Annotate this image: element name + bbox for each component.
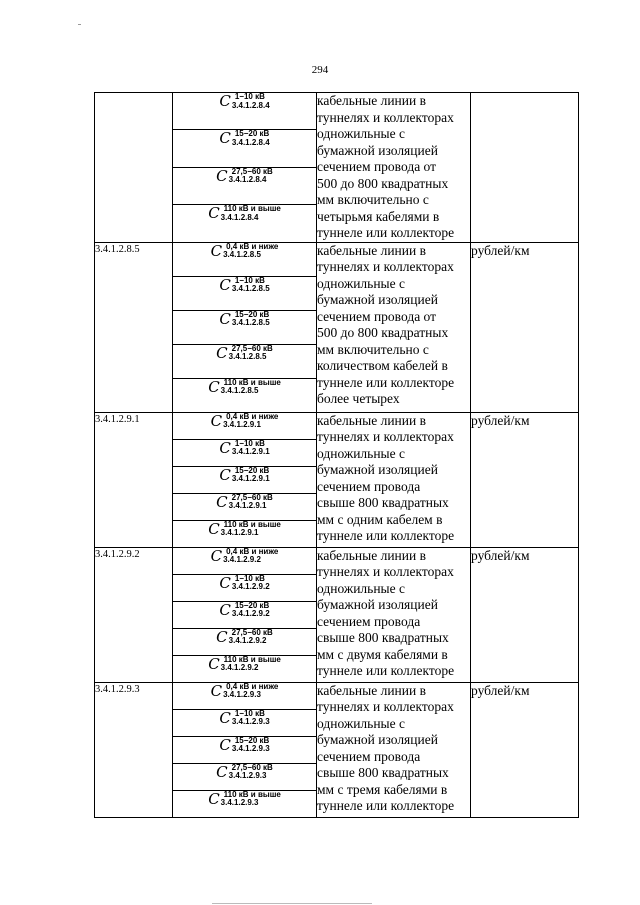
rate-symbol-cell [173,167,317,204]
rate-symbol-base: C [219,708,231,727]
description-line: одножильные с [317,126,405,141]
item-code-subscript: 3.4.1.2.8.5 [228,352,267,361]
rate-symbol [219,311,269,328]
description-line: туннеле или коллекторе [317,374,455,390]
item-code: 3.4.1.2.9.1 [95,413,140,425]
rate-symbol-indices [229,629,273,646]
table-row [95,547,579,574]
rate-symbol-base: C [208,519,220,538]
description-cell [317,242,471,412]
rate-symbol-base: C [216,343,228,362]
tariff-table [94,92,579,818]
rate-symbol-indices [229,168,273,185]
voltage-class-superscript: 0,4 кВ и ниже [226,546,279,556]
rate-symbol-base: C [208,377,220,396]
description-line: кабельные линии в [317,242,426,258]
scan-mark [78,24,81,25]
rate-symbol [208,521,281,538]
rate-symbol-cell [173,242,317,276]
rate-symbol [219,277,269,294]
item-code-cell [95,412,173,547]
rate-symbol-indices [221,791,281,808]
rate-symbol-base: C [219,438,231,457]
rate-symbol-cell [173,439,317,466]
voltage-class-superscript: 27,5−60 кВ [231,343,273,353]
rate-symbol [219,467,269,484]
description-line: свыше 800 квадратных [317,630,449,645]
item-code-subscript: 3.4.1.2.9.1 [228,501,267,510]
voltage-class-superscript: 1−10 кВ [234,573,265,583]
description-line: туннелях и коллекторах [317,259,454,274]
description-line: сечением провода от [317,159,437,174]
table-row [95,682,579,709]
description-line: туннеле или коллекторе [317,528,455,543]
description-line: одножильные с [317,275,405,291]
rate-symbol-base: C [216,492,228,511]
description-line: сечением провода [317,478,421,494]
item-code-subscript: 3.4.1.2.8.4 [220,212,259,222]
rate-symbol-indices [232,130,270,147]
rate-symbol-indices [229,764,273,781]
rate-symbol-cell [173,344,317,378]
rate-symbol-indices [232,467,270,484]
voltage-class-superscript: 27,5−60 кВ [231,492,273,502]
voltage-class-superscript: 1−10 кВ [234,708,265,718]
rate-symbol [216,494,273,511]
bottom-rule [212,903,372,904]
item-code-subscript: 3.4.1.2.9.3 [228,771,267,780]
description-cell [317,412,471,547]
rate-symbol-cell [173,205,317,242]
voltage-class-superscript: 15−20 кВ [234,735,270,745]
description-line: сечением провода от [317,308,437,324]
voltage-class-superscript: 27,5−60 кВ [231,166,273,176]
description-line: туннеле или коллекторе [317,798,455,813]
item-code-subscript: 3.4.1.2.9.2 [231,609,270,618]
rate-symbol [208,656,281,673]
unit-label: рублей/км [471,682,530,698]
rate-symbol [216,168,273,185]
rate-symbol [219,737,269,754]
item-code-subscript: 3.4.1.2.9.3 [231,744,270,753]
rate-symbol [208,791,281,808]
rate-symbol-indices [232,602,270,619]
item-code: 3.4.1.2.8.5 [95,243,140,255]
description-line: одножильные с [317,715,405,731]
voltage-class-superscript: 110 кВ и выше [223,789,281,799]
description-line: кабельные линии в [317,547,426,563]
rate-symbol-cell [173,736,317,763]
unit-cell [471,93,579,243]
description-line: количеством кабелей в [317,358,448,373]
voltage-class-superscript: 0,4 кВ и ниже [226,241,279,251]
rate-symbol-indices [232,277,270,294]
rate-symbol-cell [173,493,317,520]
rate-symbol-cell [173,628,317,655]
rate-symbol [219,93,269,110]
description-line: мм включительно с [317,341,429,357]
rate-symbol-cell [173,574,317,601]
rate-symbol-base: C [208,204,220,223]
unit-label: рублей/км [471,547,530,563]
description-line: 500 до 800 квадратных [317,325,449,340]
rate-symbol [208,379,281,396]
rate-symbol [219,602,269,619]
item-code-subscript: 3.4.1.2.9.2 [223,555,261,564]
voltage-class-superscript: 15−20 кВ [234,600,270,610]
description-line: туннелях и коллекторах [317,564,454,579]
description-line: туннеле или коллекторе [317,225,455,240]
description-line: туннелях и коллекторах [317,429,454,444]
description-cell [317,682,471,817]
unit-label: рублей/км [471,412,530,428]
rate-symbol-cell [173,547,317,574]
description-line: мм с одним кабелем в [317,511,443,527]
rate-symbol [219,710,269,727]
unit-cell [471,242,579,412]
rate-symbol-indices [223,683,278,700]
description-line: бумажной изоляцией [317,142,438,158]
rate-symbol-base: C [216,627,228,646]
rate-symbol-cell [173,790,317,817]
description-line: сечением провода [317,748,421,764]
item-code-subscript: 3.4.1.2.8.5 [231,318,270,327]
description-line: бумажной изоляцией [317,597,438,612]
unit-cell [471,412,579,547]
rate-symbol-base: C [208,654,220,673]
rate-symbol [216,629,273,646]
description-line: четырьмя кабелями в [317,208,440,224]
rate-symbol-indices [221,521,281,538]
voltage-class-superscript: 27,5−60 кВ [231,627,273,637]
rate-symbol-cell [173,93,317,130]
rate-symbol-indices [229,345,273,362]
unit-label: рублей/км [471,242,530,258]
rate-symbol-indices [232,311,270,328]
rate-symbol [211,683,279,700]
rate-symbol-base: C [219,735,231,754]
description-line: туннеле или коллекторе [317,663,455,678]
rate-symbol [216,345,273,362]
unit-cell [471,547,579,682]
table-row [95,242,579,276]
voltage-class-superscript: 110 кВ и выше [223,377,281,387]
voltage-class-superscript: 27,5−60 кВ [231,762,273,772]
item-code-subscript: 3.4.1.2.9.1 [223,420,261,429]
rate-symbol-base: C [210,411,223,430]
rate-symbol-base: C [208,789,220,808]
rate-symbol-cell [173,763,317,790]
rate-symbol-base: C [219,309,231,328]
description-line: бумажной изоляцией [317,462,438,477]
description-cell [317,93,471,243]
table-row [95,93,579,130]
voltage-class-superscript: 110 кВ и выше [223,204,281,214]
voltage-class-superscript: 0,4 кВ и ниже [226,411,279,421]
item-code-subscript: 3.4.1.2.9.3 [223,690,261,699]
item-code: 3.4.1.2.9.2 [95,548,140,560]
unit-cell [471,682,579,817]
voltage-class-superscript: 15−20 кВ [234,129,270,139]
description-line: кабельные линии в [317,93,426,108]
rate-symbol-indices [223,243,278,260]
description-line: бумажной изоляцией [317,732,438,747]
description-line: одножильные с [317,445,405,461]
rate-symbol-indices [232,93,270,110]
description-line: 500 до 800 квадратных [317,175,449,191]
voltage-class-superscript: 1−10 кВ [234,438,265,448]
description-line: мм включительно с [317,192,429,207]
rate-symbol-indices [232,575,270,592]
rate-symbol-indices [232,710,270,727]
description-line: туннелях и коллекторах [317,699,454,714]
description-line: кабельные линии в [317,412,426,428]
rate-symbol [208,205,281,222]
item-code-subscript: 3.4.1.2.8.5 [220,386,259,395]
rate-symbol-cell [173,378,317,412]
rate-symbol-cell [173,276,317,310]
rate-symbol-indices [232,440,270,457]
description-line: одножильные с [317,580,405,596]
rate-symbol [216,764,273,781]
item-code-subscript: 3.4.1.2.9.2 [220,663,259,672]
rate-symbol [219,440,269,457]
voltage-class-superscript: 1−10 кВ [234,92,265,101]
description-line: сечением провода [317,613,421,629]
rate-symbol [219,130,269,147]
rate-symbol-cell [173,601,317,628]
description-cell [317,547,471,682]
rate-symbol-indices [221,656,281,673]
description-line: более четырех [317,391,400,406]
item-code-subscript: 3.4.1.2.8.5 [223,250,261,259]
rate-symbol-base: C [219,465,231,484]
description-line: свыше 800 квадратных [317,495,449,510]
rate-symbol-base: C [219,275,231,294]
voltage-class-superscript: 110 кВ и выше [223,519,281,529]
rate-symbol-indices [229,494,273,511]
description-line: бумажной изоляцией [317,292,438,307]
item-code-subscript: 3.4.1.2.9.1 [231,447,270,456]
rate-symbol-cell [173,520,317,547]
rate-symbol-cell [173,709,317,736]
rate-symbol-base: C [210,546,223,565]
voltage-class-superscript: 1−10 кВ [234,275,265,285]
voltage-class-superscript: 110 кВ и выше [223,654,281,664]
voltage-class-superscript: 15−20 кВ [234,309,270,319]
rate-symbol-base: C [216,166,228,185]
description-line: мм с двумя кабелями в [317,646,448,662]
rate-symbol-base: C [219,129,231,148]
rate-symbol [211,548,279,565]
item-code-cell [95,93,173,243]
tariff-table-body [95,93,579,818]
item-code-subscript: 3.4.1.2.8.4 [231,100,270,110]
item-code-subscript: 3.4.1.2.9.1 [220,528,259,537]
rate-symbol-cell [173,682,317,709]
rate-symbol-base: C [210,241,223,260]
item-code: 3.4.1.2.9.3 [95,683,140,695]
rate-symbol [211,413,279,430]
item-code-subscript: 3.4.1.2.9.2 [231,582,270,591]
voltage-class-superscript: 15−20 кВ [234,465,270,475]
rate-symbol-base: C [219,92,231,110]
description-line: кабельные линии в [317,682,426,698]
item-code-subscript: 3.4.1.2.8.5 [231,284,270,293]
voltage-class-superscript: 0,4 кВ и ниже [226,681,279,691]
rate-symbol-base: C [219,600,231,619]
item-code-subscript: 3.4.1.2.9.2 [228,636,267,645]
page-number: 294 [311,64,329,76]
rate-symbol-cell [173,310,317,344]
item-code-cell [95,682,173,817]
item-code-subscript: 3.4.1.2.8.4 [228,175,267,185]
rate-symbol-cell [173,466,317,493]
rate-symbol-base: C [219,573,231,592]
description-line: свыше 800 квадратных [317,765,449,780]
rate-symbol-base: C [216,762,228,781]
rate-symbol-base: C [210,681,223,700]
rate-symbol-indices [223,548,278,565]
rate-symbol-indices [223,413,278,430]
rate-symbol-indices [221,205,281,222]
rate-symbol-cell [173,412,317,439]
rate-symbol-cell [173,655,317,682]
item-code-subscript: 3.4.1.2.9.1 [231,474,270,483]
table-row [95,412,579,439]
rate-symbol [219,575,269,592]
item-code-subscript: 3.4.1.2.8.4 [231,137,270,147]
rate-symbol-cell [173,130,317,167]
description-line: туннелях и коллекторах [317,109,454,125]
description-line: мм с тремя кабелями в [317,781,448,797]
item-code-cell [95,242,173,412]
item-code-subscript: 3.4.1.2.9.3 [220,798,259,807]
item-code-subscript: 3.4.1.2.9.3 [231,717,270,726]
item-code-cell [95,547,173,682]
rate-symbol-indices [221,379,281,396]
rate-symbol-indices [232,737,270,754]
rate-symbol [211,243,279,260]
